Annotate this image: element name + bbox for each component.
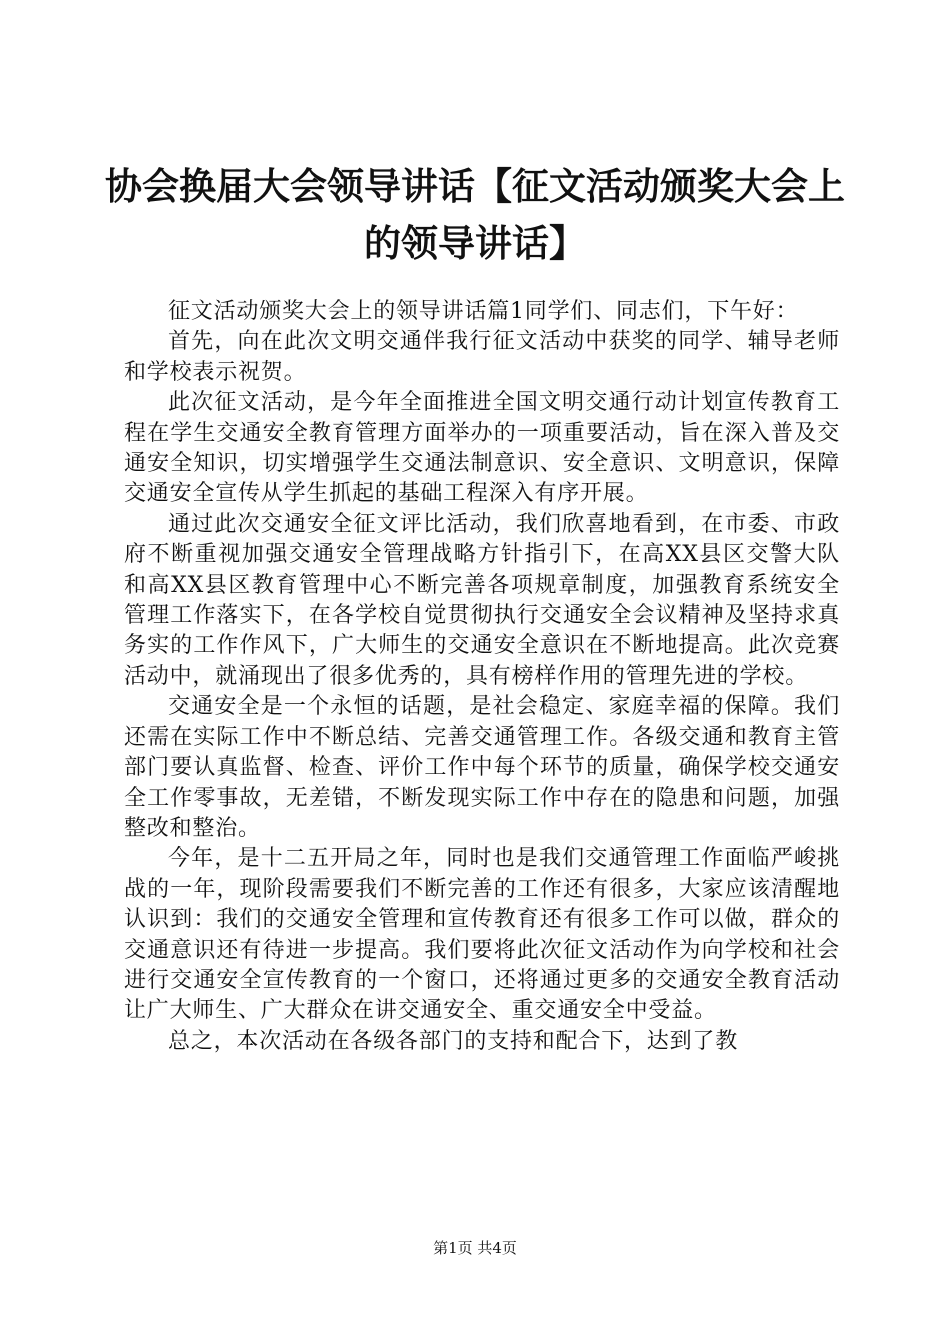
paragraph: 首先，向在此次文明交通伴我行征文活动中获奖的同学、辅导老师和学校表示祝贺。 (124, 329, 840, 385)
title-line-2: 的领导讲话】 (364, 222, 586, 265)
title-line-1: 协会换届大会领导讲话【征文活动颁奖大会上 (105, 165, 845, 208)
paragraph: 交通安全是一个永恒的话题，是社会稳定、家庭幸福的保障。我们还需在实际工作中不断总结、完善交通管理工作。各级交通和教育主管部门要认真监督、检查、评价工作中每个环节的质量，确保学校交通安全工作零事故，无差错，不断发现实际工作中存在的隐患和问题，加强整改和整治。 (124, 694, 840, 841)
document-title (100, 158, 850, 272)
paragraph: 此次征文活动，是今年全面推进全国文明交通行动计划宣传教育工程在学生交通安全教育管理方面举办的一项重要活动，旨在深入普及交通安全知识，切实增强学生交通法制意识、安全意识、文明意识，保障交通安全宣传从学生抓起的基础工程深入有序开展。 (124, 390, 840, 507)
paragraph: 征文活动颁奖大会上的领导讲话篇1同学们、同志们，下午好： (168, 299, 799, 324)
paragraph: 今年，是十二五开局之年，同时也是我们交通管理工作面临严峻挑战的一年，现阶段需要我们不断完善的工作还有很多，大家应该清醒地认识到：我们的交通安全管理和宣传教育还有很多工作可以做，群众的交通意识还有待进一步提高。我们要将此次征文活动作为向学校和社会进行交通安全宣传教育的一个窗口，还将通过更多的交通安全教育活动让广大师生、广大群众在讲交通安全、重交通安全中受益。 (124, 846, 840, 1024)
page-number: 第1页 共4页 (433, 1239, 517, 1257)
paragraph: 总之，本次活动在各级各部门的支持和配合下，达到了教 (168, 1028, 739, 1054)
page-footer (0, 1238, 950, 1258)
document-body (124, 297, 840, 1057)
paragraph: 通过此次交通安全征文评比活动，我们欣喜地看到，在市委、市政府不断重视加强交通安全管理战略方针指引下，在高XX县区交警大队和高XX县区教育管理中心不断完善各项规章制度，加强教育系统安全管理工作落实下，在各学校自觉贯彻执行交通安全会议精神及坚持求真务实的工作作风下，广大师生的交通安全意识在不断地提高。此次竞赛活动中，就涌现出了很多优秀的，具有榜样作用的管理先进的学校。 (124, 511, 840, 689)
